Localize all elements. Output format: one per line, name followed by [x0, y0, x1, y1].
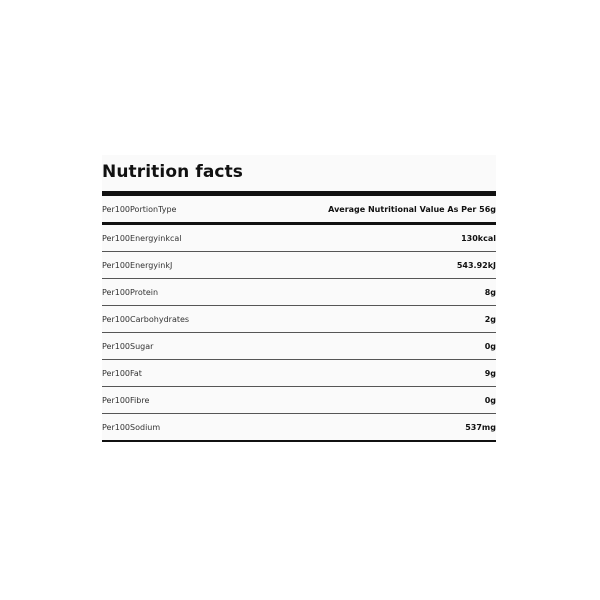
nutrition-row-energy-kj	[102, 252, 496, 279]
nutrient-label: Per100Fat	[102, 368, 142, 378]
nutrition-row-fibre	[102, 387, 496, 414]
nutrient-value: 8g	[484, 287, 496, 297]
nutrition-row-protein	[102, 279, 496, 306]
nutrition-row-fat	[102, 360, 496, 387]
nutrient-label: Per100Fibre	[102, 395, 150, 405]
nutrient-value: 543.92kJ	[456, 260, 496, 270]
nutrient-label: Per100Protein	[102, 287, 159, 297]
nutrient-label: Per100Energyinkcal	[102, 233, 182, 243]
nutrition-title: Nutrition facts	[102, 162, 244, 182]
nutrient-value: 537mg	[465, 422, 496, 432]
header-label: Per100PortionType	[102, 204, 177, 214]
nutrient-label: Per100EnergyinkJ	[102, 260, 173, 270]
nutrition-row-sugar	[102, 333, 496, 360]
nutrient-value: 130kcal	[461, 233, 496, 243]
nutrition-table	[102, 196, 496, 442]
nutrition-row-carbohydrates	[102, 306, 496, 333]
nutrient-label: Per100Sugar	[102, 341, 154, 351]
nutrition-header-row	[102, 196, 496, 225]
header-value: Average Nutritional Value As Per 56g	[328, 204, 496, 214]
nutrition-row-sodium	[102, 414, 496, 442]
nutrient-label: Per100Sodium	[102, 422, 161, 432]
nutrition-facts-panel	[102, 155, 496, 442]
nutrient-value: 0g	[484, 395, 496, 405]
nutrient-label: Per100Carbohydrates	[102, 314, 190, 324]
nutrition-row-energy-kcal	[102, 225, 496, 252]
nutrient-value: 2g	[484, 314, 496, 324]
nutrient-value: 9g	[484, 368, 496, 378]
nutrient-value: 0g	[484, 341, 496, 351]
